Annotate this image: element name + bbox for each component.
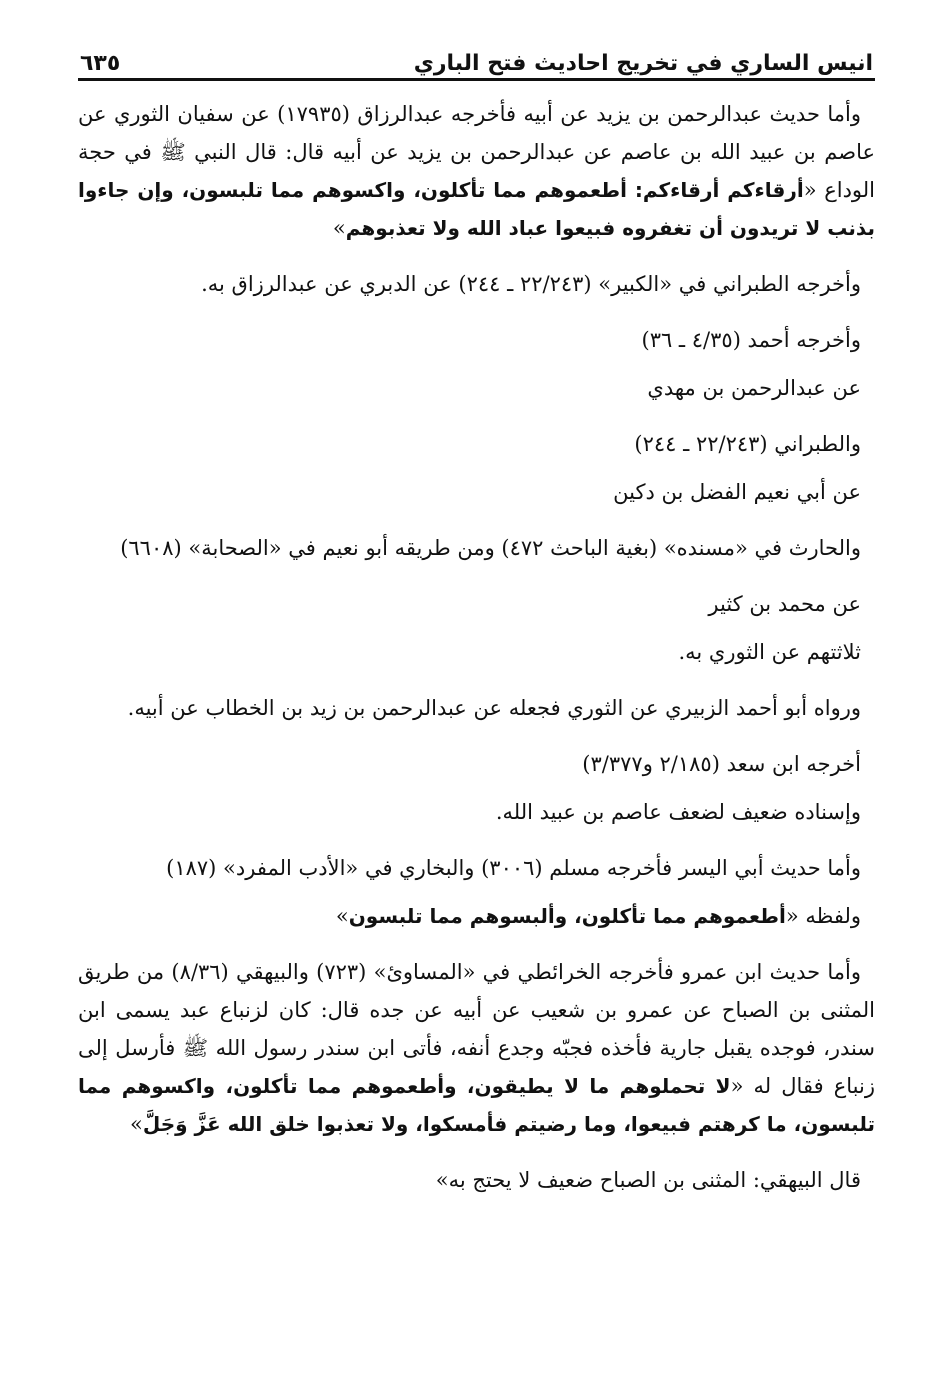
- quote-close-2: »: [335, 904, 349, 928]
- paragraph-4: عن عبدالرحمن بن مهدي: [647, 376, 861, 400]
- paragraph-12: وإسناده ضعيف لضعف عاصم بن عبيد الله.: [495, 800, 861, 824]
- page-body: [78, 95, 875, 1199]
- paragraph-3: وأخرجه أحمد (٤/٣٥ ـ ٣٦): [641, 328, 861, 352]
- hadith-quote-2: أطعموهم مما تأكلون، وألبسوهم مما تلبسون: [348, 904, 786, 928]
- paragraph-1: [78, 95, 875, 247]
- paragraph-15: [78, 953, 875, 1143]
- paragraph-16: قال البيهقي: المثنى بن الصباح ضعيف لا يحتج به»: [435, 1168, 861, 1192]
- hadith-quote-1: أرقاءكم أرقاءكم: أطعموهم مما تأكلون، واكسوهم مما تلبسون، وإن جاءوا بذنب لا تريدون أن تغفروه فبيعوا عباد الله ولا تعذبوهم: [78, 178, 875, 240]
- paragraph-15-text: وأما حديث ابن عمرو فأخرجه الخرائطي في «المساوئ» (٧٢٣) والبيهقي (٨/٣٦) من طريق المثنى بن الصباح عن عمرو بن شعيب عن أبيه عن جده قال: كان لزنباع عبد يسمى ابن سندر، فوجده يقبل جارية فأخذه فجبّه وجدع أنفه، فأتى ابن سندر رسول الله ﷺ فأرسل إلى زنباع فقال له «: [78, 960, 875, 1098]
- paragraph-11: أخرجه ابن سعد (٢/١٨٥ و٣/٣٧٧): [582, 752, 861, 776]
- paragraph-5: والطبراني (٢٢/٢٤٣ ـ ٢٤٤): [634, 432, 861, 456]
- paragraph-1-text: وأما حديث عبدالرحمن بن يزيد عن أبيه فأخرجه عبدالرزاق (١٧٩٣٥) عن سفيان الثوري عن عاصم بن عبيد الله بن عاصم عن عبدالرحمن بن يزيد عن أبيه قال: قال النبي ﷺ في حجة الوداع «: [78, 102, 876, 202]
- paragraph-7: والحارث في «مسنده» (بغية الباحث ٤٧٢) ومن طريقه أبو نعيم في «الصحابة» (٦٦٠٨): [120, 536, 861, 560]
- quote-close-1: »: [332, 216, 346, 240]
- paragraph-10: ورواه أبو أحمد الزبيري عن الثوري فجعله عن عبدالرحمن بن زيد بن الخطاب عن أبيه.: [127, 696, 861, 720]
- paragraph-8: عن محمد بن كثير: [708, 592, 861, 616]
- quote-close-3: »: [130, 1112, 143, 1136]
- page-number: ٦٣٥: [80, 51, 121, 76]
- paragraph-6: عن أبي نعيم الفضل بن دكين: [613, 480, 861, 504]
- paragraph-13: وأما حديث أبي اليسر فأخرجه مسلم (٣٠٠٦) والبخاري في «الأدب المفرد» (١٨٧): [166, 856, 861, 880]
- paragraph-14: [78, 897, 875, 935]
- paragraph-9: ثلاثتهم عن الثوري به.: [678, 640, 861, 664]
- running-title: انيس الساري في تخريج احاديث فتح الباري: [413, 51, 873, 76]
- hadith-quote-3: لا تحملوهم ما لا يطيقون، وأطعموهم مما تأكلون، واكسوهم مما تلبسون، ما كرهتم فبيعوا، وما رضيتم فأمسكوا، ولا تعذبوا خلق الله عَزَّ وَجَلَّ: [78, 1074, 875, 1136]
- paragraph-2: وأخرجه الطبراني في «الكبير» (٢٢/٢٤٣ ـ ٢٤٤) عن الدبري عن عبدالرزاق به.: [201, 272, 861, 296]
- paragraph-14-text: ولفظه «: [785, 904, 861, 928]
- page-header: [78, 38, 875, 81]
